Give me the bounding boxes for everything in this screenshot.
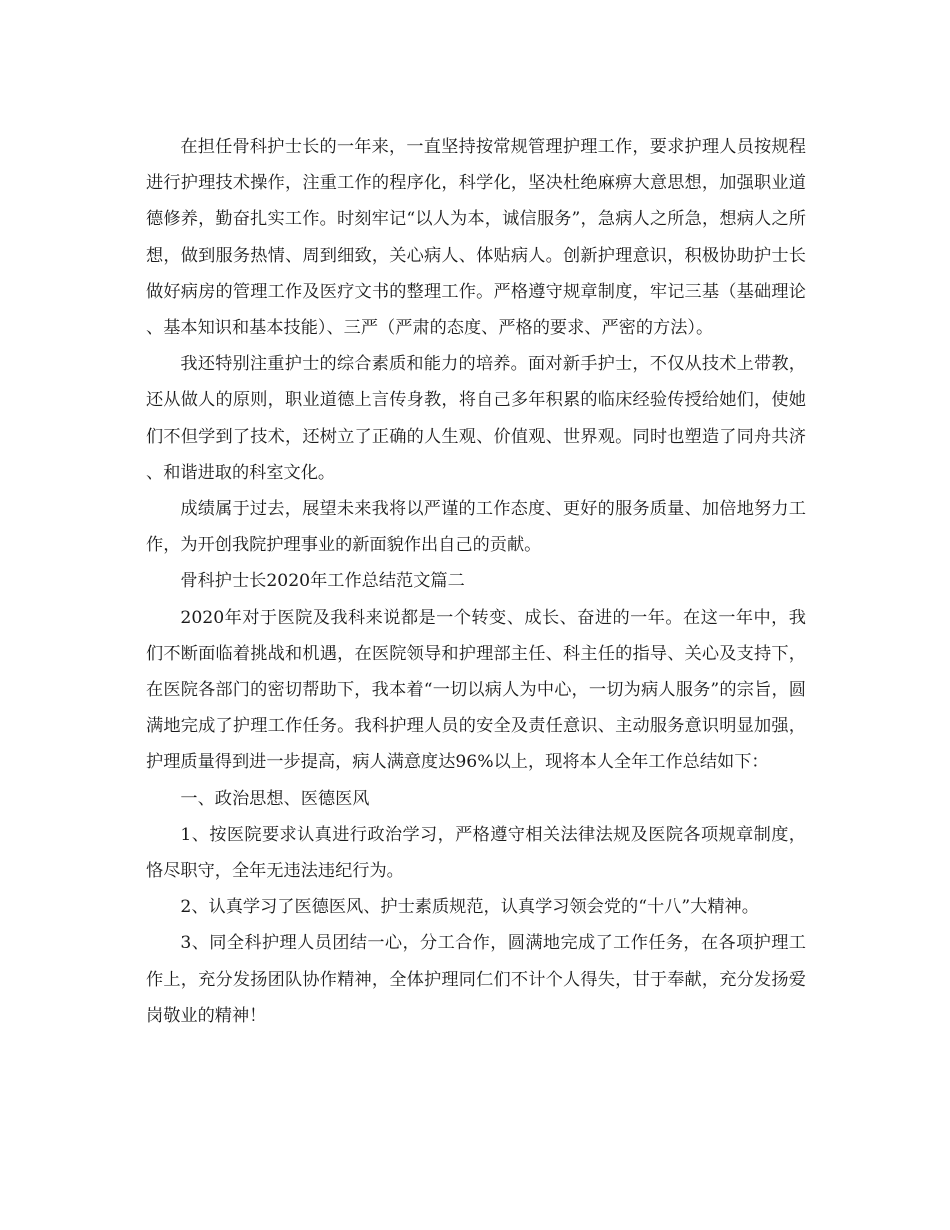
- paragraph-summary: 2020年对于医院及我科来说都是一个转变、成长、奋进的一年。在这一年中，我们不断面临着挑战和机遇，在医院领导和护理部主任、科主任的指导、关心及支持下，在医院各部门的密切帮助下，我本着“一切以病人为中心，一切为病人服务”的宗旨，圆满地完成了护理工作任务。我科护理人员的安全及责任意识、主动服务意识明显加强，护理质量得到进一步提高，病人满意度达96%以上，现将本人全年工作总结如下：: [146, 607, 806, 773]
- paragraph-training: 我还特别注重护士的综合素质和能力的培养。面对新手护士，不仅从技术上带教，还从做人的原则，职业道德上言传身教，将自己多年积累的临床经验传授给她们，使她们不但学到了技术，还树立了正确的人生观、价值观、世界观。同时也塑造了同舟共济、和谐进取的科室文化。: [146, 354, 806, 483]
- paragraph-outlook: 成绩属于过去，展望未来我将以严谨的工作态度、更好的服务质量、加倍地努力工作，为开创我院护理事业的新面貌作出自己的贡献。: [146, 499, 806, 556]
- list-item-2: 2、认真学习了医德医风、护士素质规范，认真学习领会党的“十八”大精神。: [180, 897, 759, 918]
- paragraph-intro: 在担任骨科护士长的一年来，一直坚持按常规管理护理工作，要求护理人员按规程进行护理技术操作，注重工作的程序化，科学化，坚决杜绝麻痹大意思想，加强职业道德修养，勤奋扎实工作。时刻牢记“以人为本，诚信服务”，急病人之所急，想病人之所想，做到服务热情、周到细致，关心病人、体贴病人。创新护理意识，积极协助护士长做好病房的管理工作及医疗文书的整理工作。严格遵守规章制度，牢记三基（基础理论、基本知识和基本技能）、三严（严肃的态度、严格的要求、严密的方法）。: [146, 137, 806, 339]
- list-item-3: 3、同全科护理人员团结一心，分工合作，圆满地完成了工作任务，在各项护理工作上，充分发扬团队协作精神，全体护理同仁们不计个人得失，甘于奉献，充分发扬爱岗敬业的精神！: [146, 933, 806, 1026]
- document-body: [146, 129, 806, 1034]
- subsection-heading: 一、政治思想、医德医风: [180, 788, 370, 809]
- list-item-1: 1、按医院要求认真进行政治学习，严格遵守相关法律法规及医院各项规章制度，恪尽职守，全年无违法违纪行为。: [146, 824, 806, 882]
- section-title: 骨科护士长2020年工作总结范文篇二: [180, 571, 465, 592]
